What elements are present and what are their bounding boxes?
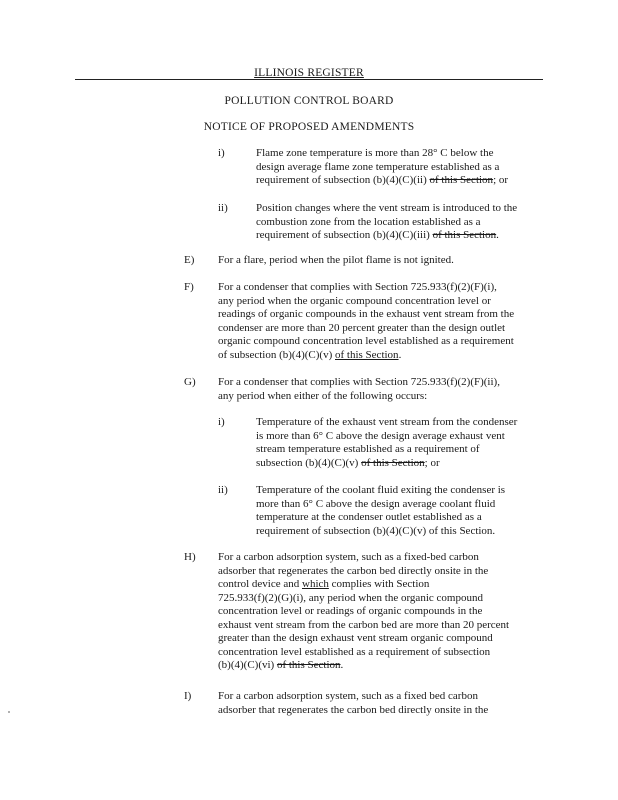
- item-G-i-label: i): [218, 416, 225, 428]
- item-ii-text: Position changes where the vent stream is introduced to the combustion zone from the location established as a requirement of subsection (b)(4)(C)(iii) of this Section.: [256, 202, 518, 241]
- header-rule: [75, 79, 543, 80]
- board-title: POLLUTION CONTROL BOARD: [224, 95, 394, 107]
- item-G-i-text: Temperature of the exhaust vent stream from the condenser is more than 6° C above the design average exhaust vent stream temperature established as a requirement of subsection (b)(4)(C)(v) of this Section; or: [256, 416, 518, 469]
- item-G-label: G): [184, 376, 196, 388]
- item-G-ii-label: ii): [218, 484, 228, 496]
- item-i-text: Flame zone temperature is more than 28° C below the design average flame zone temperature established as a requirement of subsection (b)(4)(C)(ii) of this Section; or: [256, 147, 509, 186]
- item-H-label: H): [184, 551, 196, 563]
- item-I-text: For a carbon adsorption system, such as a fixed bed carbon adsorber that regenerates the carbon bed directly onsite in the: [218, 690, 489, 716]
- item-i-label: i): [218, 147, 225, 159]
- item-G-ii-text: Temperature of the coolant fluid exiting the condenser is more than 6° C above the design average coolant fluid temperature at the condenser outlet established as a requirement of subsection (b)(4)(C)(v) of this Section.: [256, 484, 506, 537]
- item-G-text: For a condenser that complies with Section 725.933(f)(2)(F)(ii), any period when either of the following occurs:: [218, 376, 500, 402]
- item-E-label: E): [184, 254, 195, 266]
- item-F-text: For a condenser that complies with Section 725.933(f)(2)(F)(i), any period when the organic compound concentration level or readings of organic compounds in the exhaust vent stream from the condenser are more than 20 percent greater than the design outlet organic compound concentration level established as a requirement of subsection (b)(4)(C)(v) of this Section.: [218, 281, 515, 361]
- item-ii-label: ii): [218, 202, 228, 214]
- register-title: ILLINOIS REGISTER: [254, 67, 364, 79]
- item-E-text: For a flare, period when the pilot flame is not ignited.: [218, 254, 454, 266]
- item-F-label: F): [184, 281, 194, 293]
- scan-speck: [8, 711, 10, 713]
- notice-title: NOTICE OF PROPOSED AMENDMENTS: [203, 121, 415, 133]
- item-I-label: I): [184, 690, 192, 702]
- item-H-text: For a carbon adsorption system, such as a fixed-bed carbon adsorber that regenerates the carbon bed directly onsite in the control device and which complies with Section 725.933(f)(2)(G)(i), any period when the organic compound concentration level or readings of organic compounds in the exhaust vent stream from the carbon bed are more than 20 percent greater than the design exhaust vent stream organic compound concentration level established as a requirement of subsection (b)(4)(C)(vi) of this Section.: [218, 551, 510, 671]
